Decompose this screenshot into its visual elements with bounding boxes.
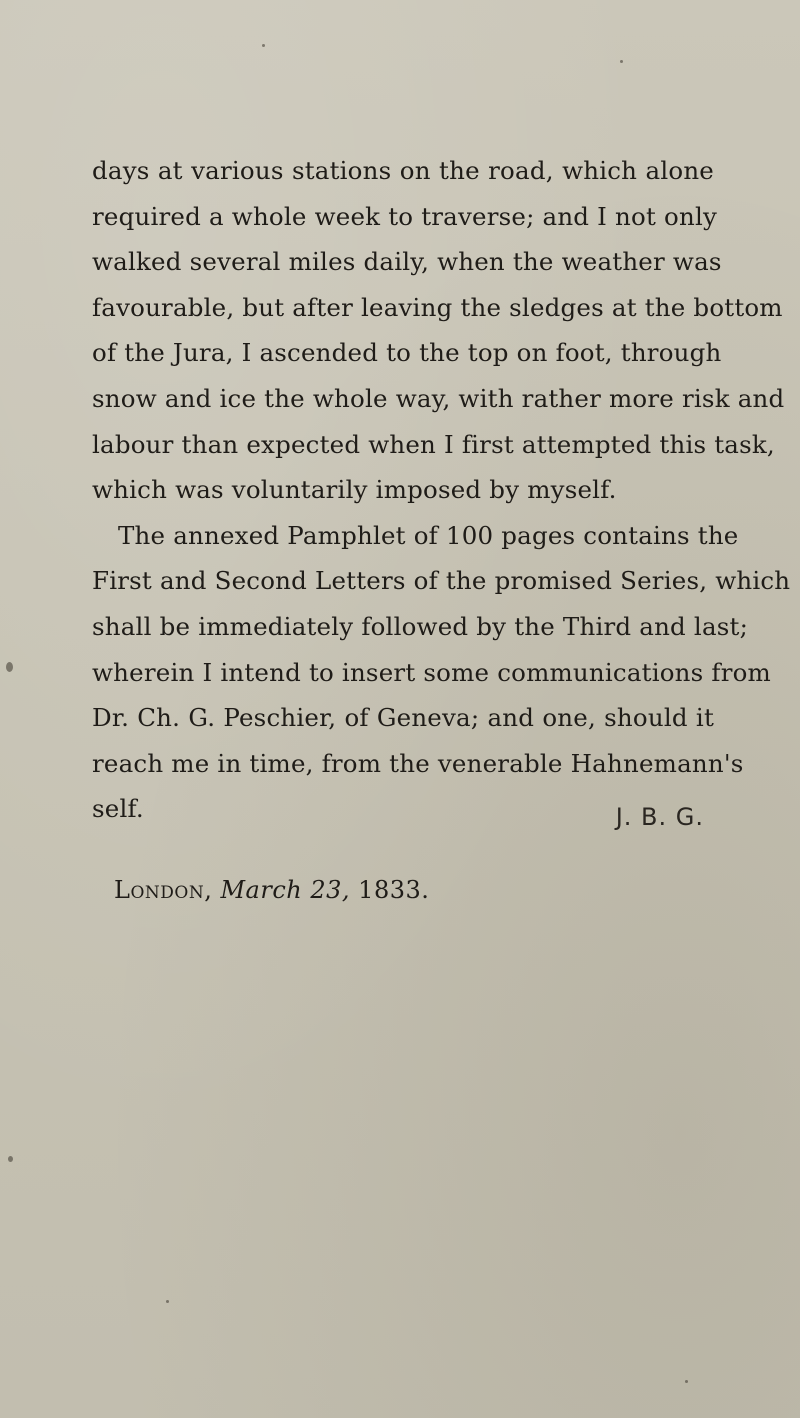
- text-line: Dr. Ch. G. Peschier, of Geneva; and one, should it: [92, 703, 714, 733]
- text-line: which was voluntarily imposed by myself.: [92, 475, 617, 505]
- paper-speck: [620, 60, 623, 63]
- paper-speck: [262, 44, 265, 47]
- text-line: snow and ice the whole way, with rather more risk and: [92, 383, 785, 413]
- body-text: [92, 148, 791, 904]
- text-line: wherein I intend to insert some communications from: [92, 657, 771, 687]
- text-line: of the Jura, I ascended to the top on foot, through: [92, 338, 722, 368]
- signature-initials: J. B. G.: [615, 803, 704, 831]
- paper-speck: [8, 1156, 13, 1162]
- text-line: shall be immediately followed by the Third and last;: [92, 611, 749, 641]
- text-line: walked several miles daily, when the weather was: [92, 247, 722, 277]
- text-line: labour than expected when I first attempted this task,: [92, 429, 775, 459]
- dateline: [114, 876, 429, 904]
- text-line: favourable, but after leaving the sledges at the bottom: [92, 292, 783, 322]
- dateline-year: 1833.: [358, 876, 430, 904]
- paper-speck: [6, 662, 13, 672]
- text-line: days at various stations on the road, which alone: [92, 156, 714, 185]
- text-line: First and Second Letters of the promised Series, which: [92, 566, 791, 596]
- text-line: reach me in time, from the venerable Hahnemann's: [92, 748, 744, 778]
- paper-speck: [685, 1380, 688, 1383]
- paper-speck: [166, 1300, 169, 1303]
- text-line: required a whole week to traverse; and I not only: [92, 201, 718, 231]
- text-line: The annexed Pamphlet of 100 pages contains the: [118, 520, 739, 550]
- dateline-place: London,: [114, 876, 213, 904]
- dateline-date: March 23,: [220, 876, 351, 904]
- text-line: self.: [92, 794, 144, 824]
